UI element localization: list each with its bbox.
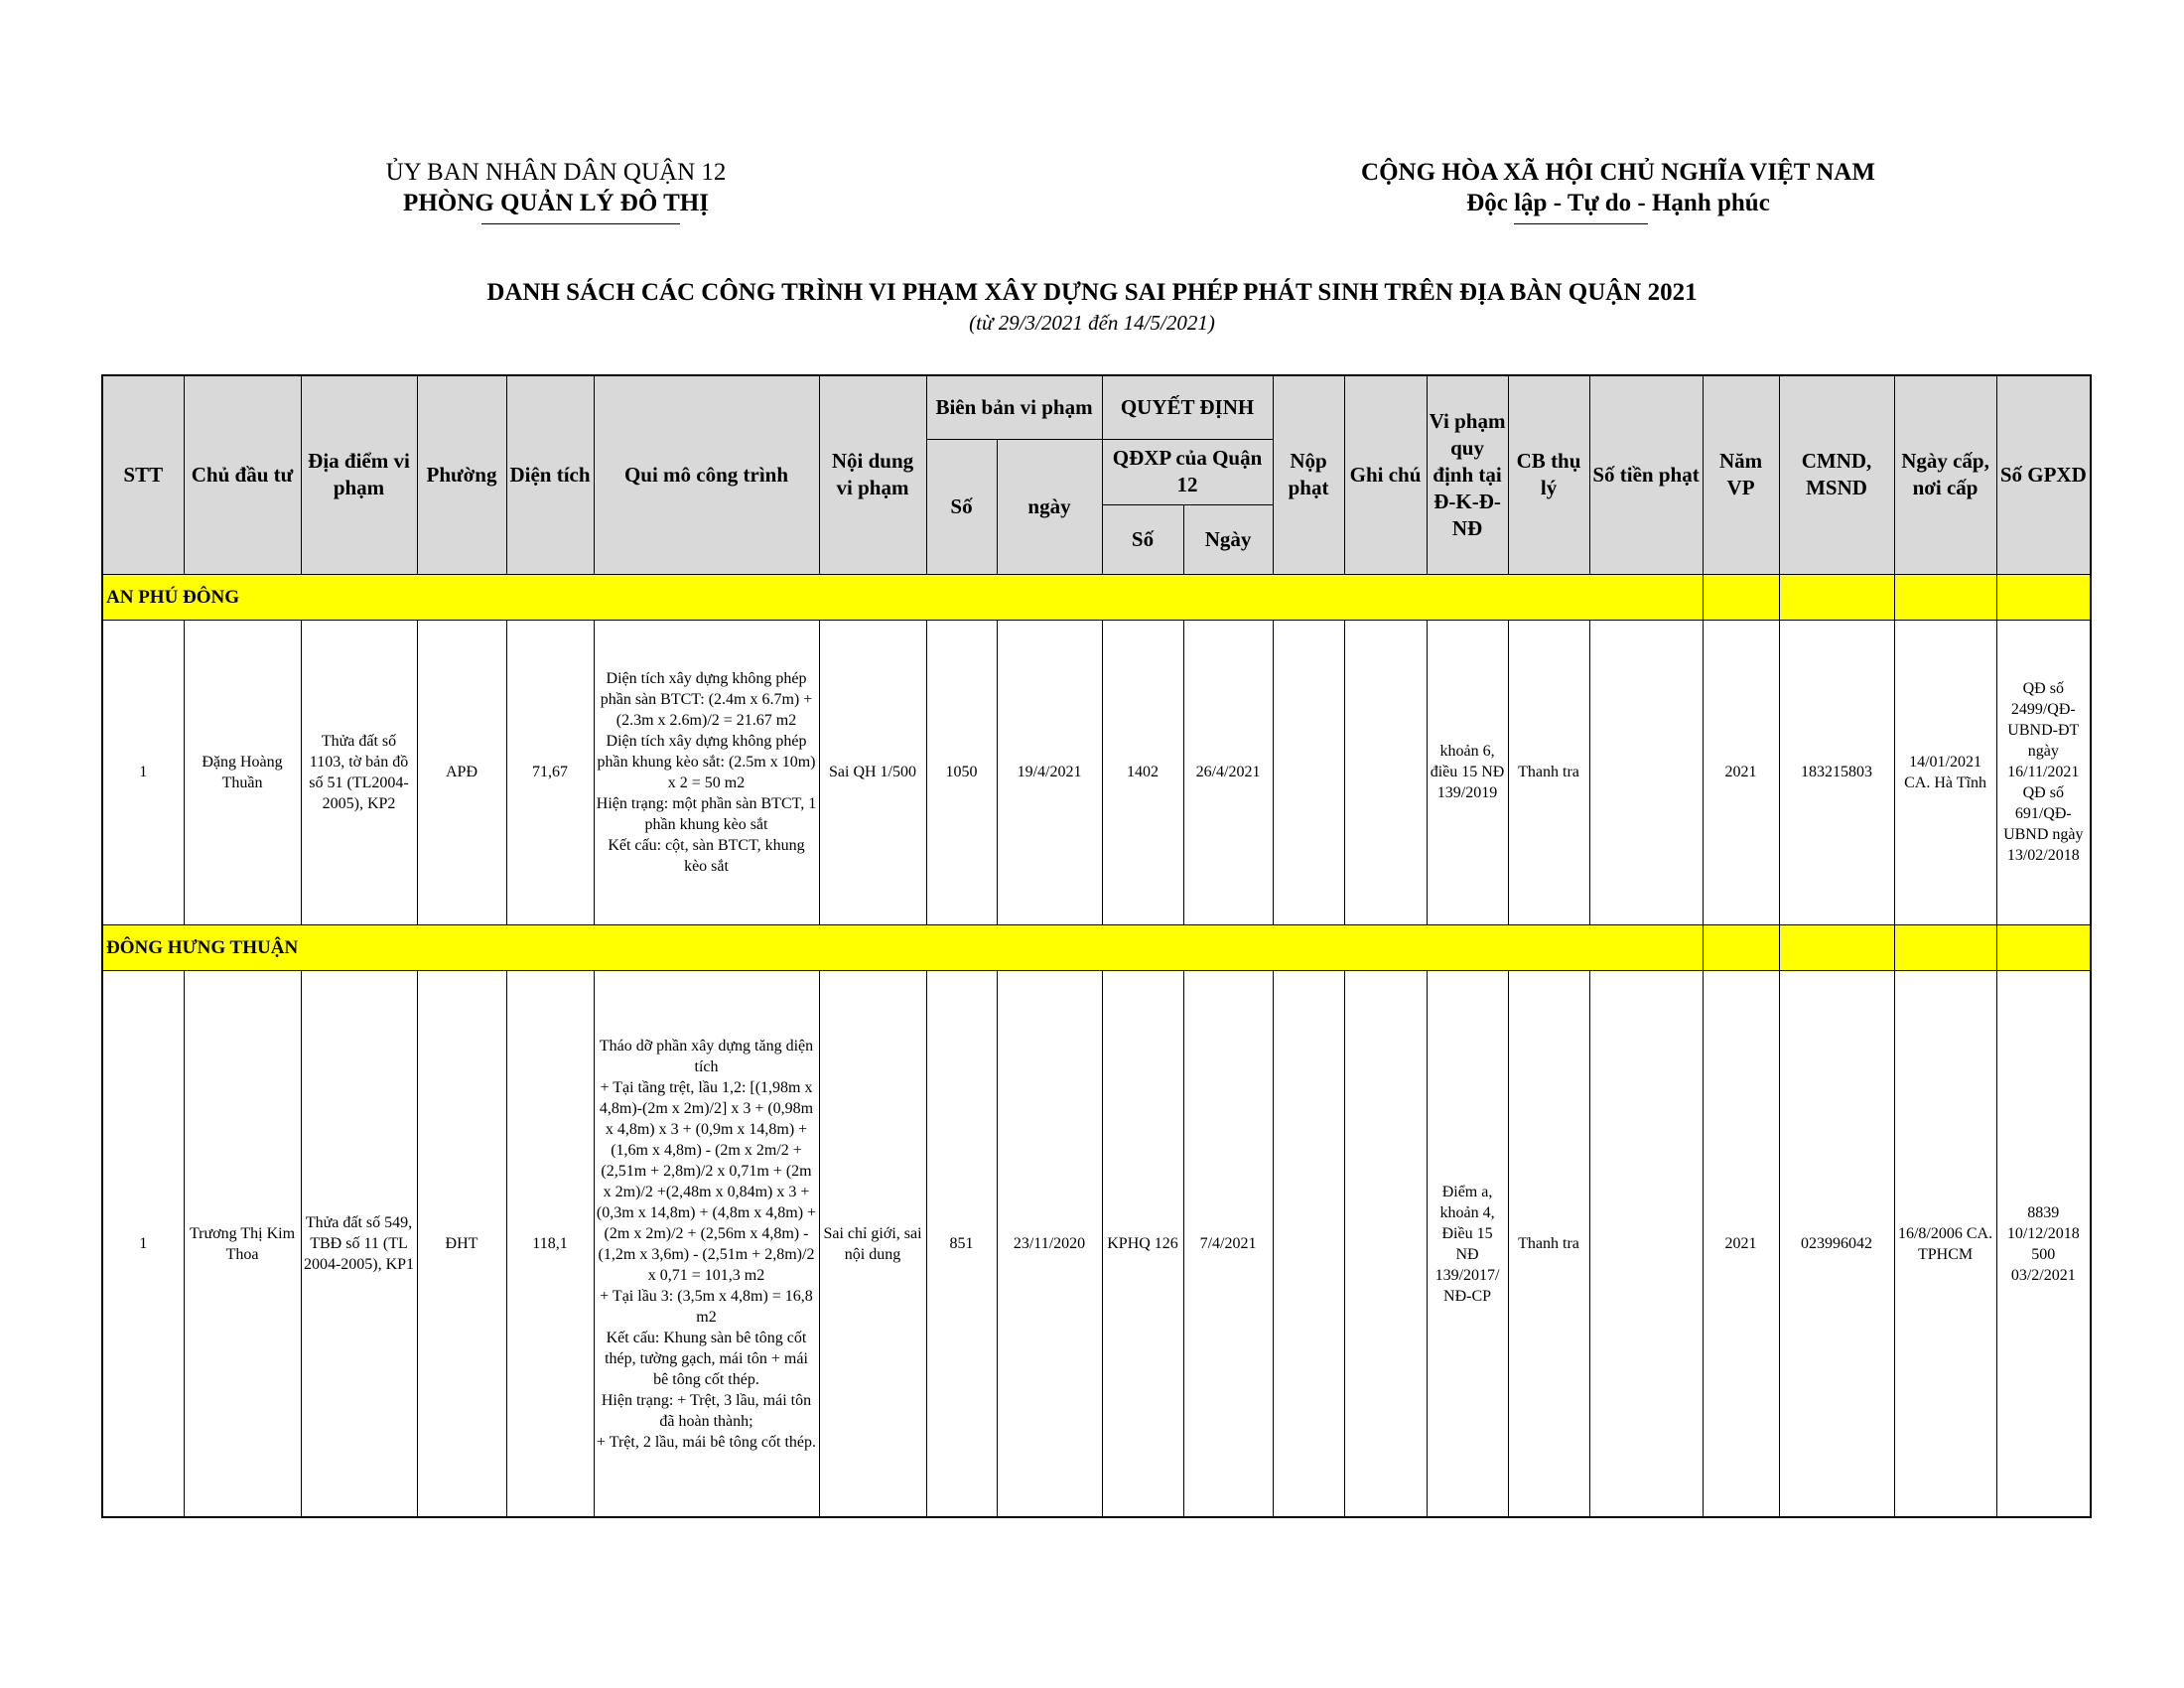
national-motto: Độc lập - Tự do - Hạnh phúc — [1466, 190, 1770, 216]
cell-ghi-chu — [1344, 971, 1427, 1518]
col-qui-mo: Qui mô công trình — [594, 375, 819, 574]
section-name: AN PHÚ ĐÔNG — [102, 574, 1703, 620]
cell-gpxd: 8839 10/12/2018 500 03/2/2021 — [1996, 971, 2091, 1518]
col-so-gpxd: Số GPXD — [1996, 375, 2091, 574]
cell-stt: 1 — [102, 620, 184, 924]
cell-ngay-cap: 16/8/2006 CA. TPHCM — [1894, 971, 1996, 1518]
cell-qui-mo: Diện tích xây dựng không phép phần sàn BTCT: (2.4m x 6.7m) + (2.3m x 2.6m)/2 = 21.67 m2 Diện tích xây dựng không phép phần khung kèo sắt: (2.5m x 10m) x 2 = 50 m2 Hiện trạng: một phần sàn BTCT, 1 phần khung kèo sắt Kết cấu: cột, sàn BTCT, khung kèo sắt — [594, 620, 819, 924]
col-nop-phat: Nộp phạt — [1273, 375, 1344, 574]
cell-dien-tich: 118,1 — [506, 971, 594, 1518]
document-subtitle: (từ 29/3/2021 đến 14/5/2021) — [969, 311, 1215, 335]
cell-so-tien — [1589, 620, 1703, 924]
col-bien-ban-so: Số — [926, 439, 997, 574]
cell-vi-pham: Điểm a, khoản 4, Điều 15 NĐ 139/2017/ NĐ-CP — [1427, 971, 1508, 1518]
cell-nam-vp: 2021 — [1703, 620, 1779, 924]
col-qd-ngay: Ngày — [1183, 504, 1273, 574]
col-cb-thu-ly: CB thụ lý — [1508, 375, 1589, 574]
violations-table — [101, 374, 2092, 1518]
cell-cb-thu-ly: Thanh tra — [1508, 620, 1589, 924]
agency-underline — [481, 223, 680, 224]
cell-gpxd: QĐ số 2499/QĐ-UBND-ĐT ngày 16/11/2021 QĐ số 691/QĐ-UBND ngày 13/02/2018 — [1996, 620, 2091, 924]
col-qd-so: Số — [1102, 504, 1183, 574]
col-phuong: Phường — [417, 375, 506, 574]
cell-ngay-cap: 14/01/2021 CA. Hà Tĩnh — [1894, 620, 1996, 924]
cell-vi-pham: khoản 6, điều 15 NĐ 139/2019 — [1427, 620, 1508, 924]
cell-qd-ngay: 7/4/2021 — [1183, 971, 1273, 1518]
col-bien-ban: Biên bản vi phạm — [926, 375, 1102, 439]
cell-bb-so: 851 — [926, 971, 997, 1518]
cell-phuong: ĐHT — [417, 971, 506, 1518]
col-bien-ban-ngay: ngày — [997, 439, 1102, 574]
col-vi-pham-quy-dinh: Vi phạm quy định tại Đ-K-Đ-NĐ — [1427, 375, 1508, 574]
col-ngay-cap: Ngày cấp, nơi cấp — [1894, 375, 1996, 574]
col-nam-vp: Năm VP — [1703, 375, 1779, 574]
cell-dia-diem: Thửa đất số 549, TBĐ số 11 (TL 2004-2005), KP1 — [301, 971, 417, 1518]
col-so-tien-phat: Số tiền phạt — [1589, 375, 1703, 574]
cell-ghi-chu — [1344, 620, 1427, 924]
department-name: PHÒNG QUẢN LÝ ĐÔ THỊ — [403, 190, 709, 216]
col-quyet-dinh: QUYẾT ĐỊNH — [1102, 375, 1273, 439]
cell-nop-phat — [1273, 971, 1344, 1518]
cell-cmnd: 023996042 — [1779, 971, 1894, 1518]
cell-bb-ngay: 23/11/2020 — [997, 971, 1102, 1518]
cell-phuong: APĐ — [417, 620, 506, 924]
cell-cb-thu-ly: Thanh tra — [1508, 971, 1589, 1518]
document-title: DANH SÁCH CÁC CÔNG TRÌNH VI PHẠM XÂY DỰNG SAI PHÉP PHÁT SINH TRÊN ĐỊA BÀN QUẬN 2021 — [486, 279, 1698, 306]
motto-underline — [1514, 223, 1648, 224]
table-row — [102, 620, 2091, 924]
national-title: CỘNG HÒA XÃ HỘI CHỦ NGHĨA VIỆT NAM — [1361, 159, 1875, 186]
cell-cmnd: 183215803 — [1779, 620, 1894, 924]
col-qdxp: QĐXP của Quận 12 — [1102, 439, 1273, 504]
agency-name: ỦY BAN NHÂN DÂN QUẬN 12 — [385, 159, 727, 186]
cell-noi-dung: Sai chỉ giới, sai nội dung — [819, 971, 926, 1518]
col-cmnd: CMND, MSND — [1779, 375, 1894, 574]
col-chu-dau-tu: Chủ đầu tư — [184, 375, 301, 574]
col-dien-tich: Diện tích — [506, 375, 594, 574]
agency-header — [338, 157, 774, 218]
cell-stt: 1 — [102, 971, 184, 1518]
cell-nop-phat — [1273, 620, 1344, 924]
table-header-row — [102, 375, 2091, 439]
col-noi-dung: Nội dung vi phạm — [819, 375, 926, 574]
cell-nam-vp: 2021 — [1703, 971, 1779, 1518]
cell-bb-ngay: 19/4/2021 — [997, 620, 1102, 924]
section-row — [102, 924, 2091, 970]
cell-qd-so: 1402 — [1102, 620, 1183, 924]
table-row — [102, 971, 2091, 1518]
section-row — [102, 574, 2091, 620]
cell-chu-dau-tu: Trương Thị Kim Thoa — [184, 971, 301, 1518]
national-header — [1261, 157, 1976, 218]
cell-dia-diem: Thửa đất số 1103, tờ bản đồ số 51 (TL2004-2005), KP2 — [301, 620, 417, 924]
col-stt: STT — [102, 375, 184, 574]
cell-qd-ngay: 26/4/2021 — [1183, 620, 1273, 924]
col-dia-diem: Địa điểm vi phạm — [301, 375, 417, 574]
cell-bb-so: 1050 — [926, 620, 997, 924]
section-name: ĐÔNG HƯNG THUẬN — [102, 924, 1703, 970]
cell-noi-dung: Sai QH 1/500 — [819, 620, 926, 924]
cell-qui-mo: Tháo dỡ phần xây dựng tăng diện tích + Tại tầng trệt, lầu 1,2: [(1,98m x 4,8m)-(2m x 2m)/2] x 3 + (0,98m x 4,8m) x 3 + (0,9m x 14,8m) + (1,6m x 4,8m) - (2m x 2m/2 + (2,51m + 2,8m)/2 x 0,71m + (2m x 2m)/2 +(2,48m x 0,84m) x 3 + (0,3m x 14,8m) + (4,8m x 4,8m) + (2m x 2m)/2 + (2,56m x 4,8m) - (1,2m x 3,6m) - (2,51m + 2,8m)/2 x 0,71 = 101,3 m2 + Tại lầu 3: (3,5m x 4,8m) = 16,8 m2 Kết cấu: Khung sàn bê tông cốt thép, tường gạch, mái tôn + mái bê tông cốt thép. Hiện trạng: + Trệt, 3 lầu, mái tôn đã hoàn thành; + Trệt, 2 lầu, mái bê tông cốt thép. — [594, 971, 819, 1518]
cell-qd-so: KPHQ 126 — [1102, 971, 1183, 1518]
cell-chu-dau-tu: Đặng Hoàng Thuần — [184, 620, 301, 924]
cell-dien-tich: 71,67 — [506, 620, 594, 924]
cell-so-tien — [1589, 971, 1703, 1518]
col-ghi-chu: Ghi chú — [1344, 375, 1427, 574]
